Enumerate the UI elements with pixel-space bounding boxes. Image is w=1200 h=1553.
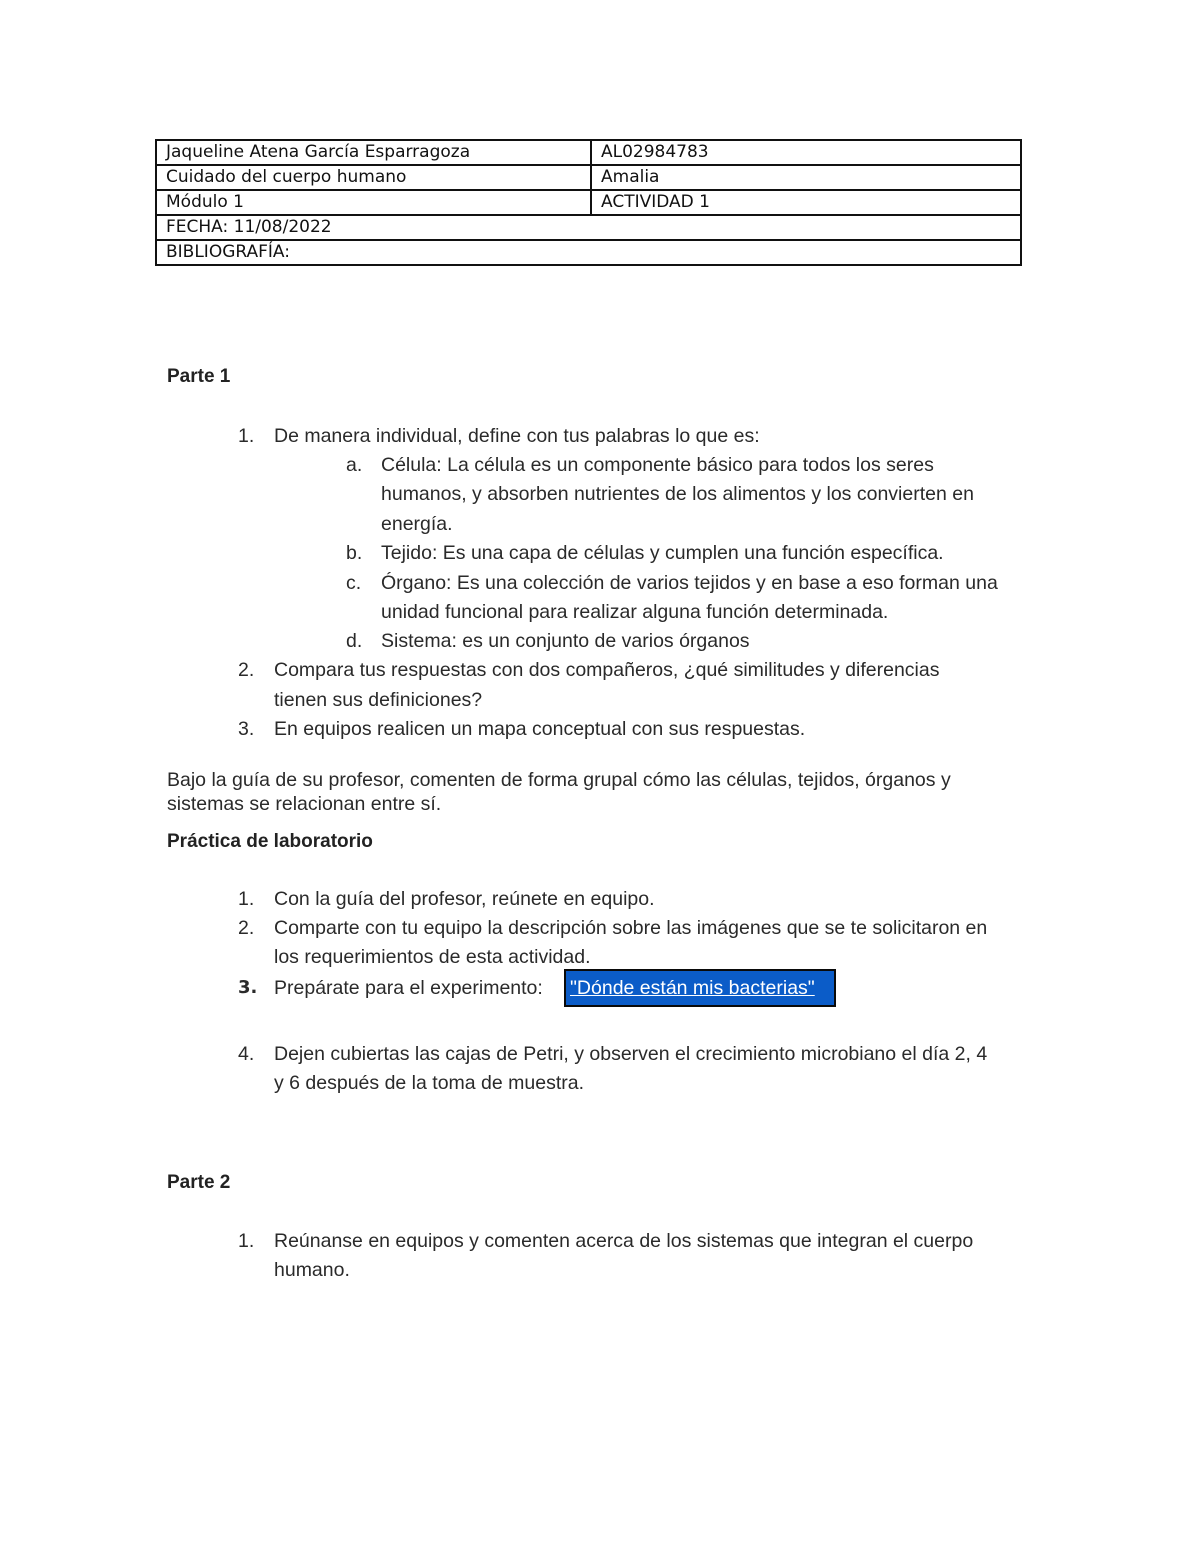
table-row bbox=[156, 140, 1021, 165]
list-item: energía. bbox=[381, 513, 453, 535]
list-item: Órgano: Es una colección de varios tejidos y en base a eso forman una bbox=[381, 572, 998, 594]
list-item: tienen sus definiciones? bbox=[274, 689, 483, 711]
list-item: los requerimientos de esta actividad. bbox=[274, 946, 591, 968]
list-item: Prepárate para el experimento: bbox=[274, 977, 543, 999]
table-row bbox=[156, 190, 1021, 215]
list-number: 3. bbox=[238, 977, 258, 998]
student-name-cell: Jaqueline Atena García Esparragoza bbox=[156, 140, 591, 165]
module-cell: Módulo 1 bbox=[156, 190, 591, 215]
list-letter: c. bbox=[346, 572, 362, 594]
teacher-cell: Amalia bbox=[591, 165, 1021, 190]
list-item: Con la guía del profesor, reúnete en equipo. bbox=[274, 888, 655, 910]
list-item: Sistema: es un conjunto de varios órganos bbox=[381, 630, 750, 652]
table-row bbox=[156, 165, 1021, 190]
list-number: 3. bbox=[238, 718, 255, 740]
table-row bbox=[156, 240, 1021, 265]
lab-title: Práctica de laboratorio bbox=[167, 831, 373, 852]
list-item: Compara tus respuestas con dos compañeros, ¿qué similitudes y diferencias bbox=[274, 659, 940, 681]
date-cell: FECHA: 11/08/2022 bbox=[156, 215, 1021, 240]
list-item: y 6 después de la toma de muestra. bbox=[274, 1072, 585, 1094]
experiment-link[interactable]: "Dónde están mis bacterias" bbox=[570, 977, 815, 999]
list-item: humano. bbox=[274, 1259, 350, 1281]
list-number: 1. bbox=[238, 425, 255, 447]
list-item: De manera individual, define con tus palabras lo que es: bbox=[274, 425, 760, 447]
student-id-cell: AL02984783 bbox=[591, 140, 1021, 165]
list-letter: d. bbox=[346, 630, 363, 652]
activity-cell: ACTIVIDAD 1 bbox=[591, 190, 1021, 215]
list-number: 2. bbox=[238, 917, 255, 939]
course-cell: Cuidado del cuerpo humano bbox=[156, 165, 591, 190]
paragraph-line: Bajo la guía de su profesor, comenten de forma grupal cómo las células, tejidos, órganos y bbox=[167, 769, 951, 791]
list-number: 4. bbox=[238, 1043, 255, 1065]
list-item: Dejen cubiertas las cajas de Petri, y observen el crecimiento microbiano el día 2, 4 bbox=[274, 1043, 988, 1065]
list-item: Reúnanse en equipos y comenten acerca de los sistemas que integran el cuerpo bbox=[274, 1230, 974, 1252]
list-item: unidad funcional para realizar alguna función determinada. bbox=[381, 601, 889, 623]
paragraph-line: sistemas se relacionan entre sí. bbox=[167, 793, 442, 815]
list-item: Comparte con tu equipo la descripción sobre las imágenes que se te solicitaron en bbox=[274, 917, 988, 939]
list-number: 1. bbox=[238, 1230, 255, 1252]
list-number: 2. bbox=[238, 659, 255, 681]
list-number: 1. bbox=[238, 888, 255, 910]
list-item: Célula: La célula es un componente básico para todos los seres bbox=[381, 454, 934, 476]
table-row bbox=[156, 215, 1021, 240]
list-item: humanos, y absorben nutrientes de los alimentos y los convierten en bbox=[381, 483, 974, 505]
list-item: Tejido: Es una capa de células y cumplen una función específica. bbox=[381, 542, 944, 564]
list-letter: a. bbox=[346, 454, 363, 476]
header-table bbox=[155, 139, 1022, 266]
bibliography-cell: BIBLIOGRAFÍA: bbox=[156, 240, 1021, 265]
list-letter: b. bbox=[346, 542, 363, 564]
list-item: En equipos realicen un mapa conceptual con sus respuestas. bbox=[274, 718, 806, 740]
parte1-title: Parte 1 bbox=[167, 366, 231, 387]
parte2-title: Parte 2 bbox=[167, 1172, 231, 1193]
